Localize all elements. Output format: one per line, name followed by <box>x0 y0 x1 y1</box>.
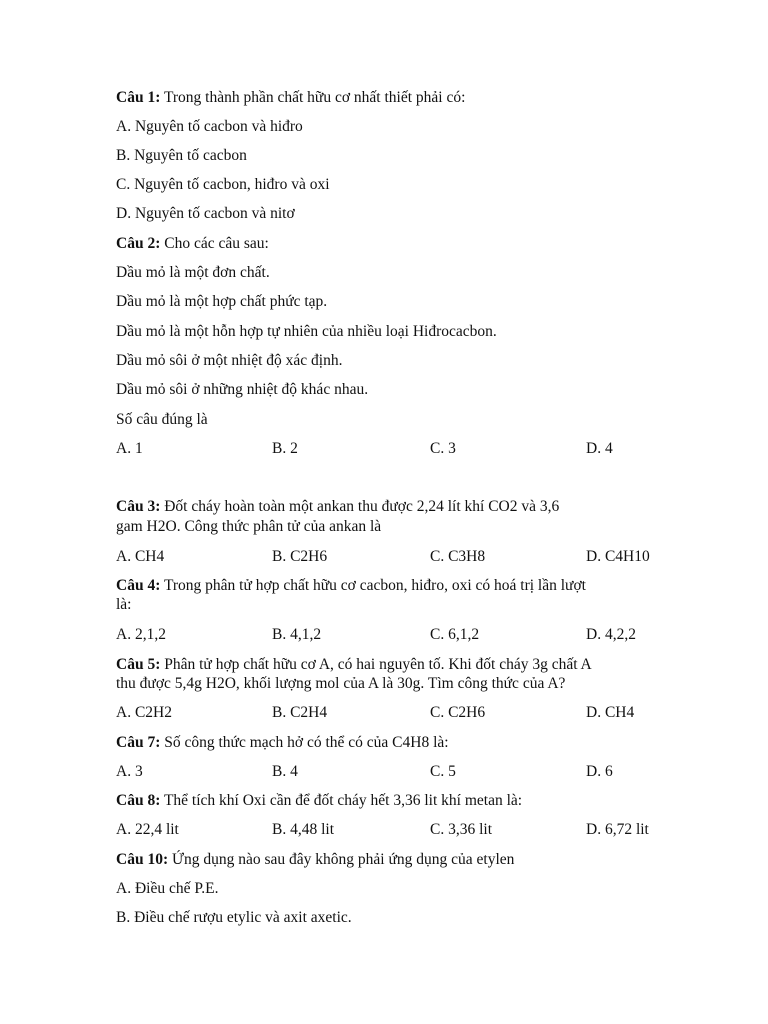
q8-option-b: B. 4,48 lit <box>272 821 335 838</box>
q8-options <box>116 821 676 839</box>
q2-options <box>116 440 676 458</box>
question-label: Câu 1: <box>116 89 161 106</box>
question-3-continued: gam H2O. Công thức phân tử của ankan là <box>116 518 382 535</box>
question-text: Phân tử hợp chất hữu cơ A, có hai nguyên tố. Khi đốt cháy 3g chất A <box>160 656 592 673</box>
q1-option-b: B. Nguyên tố cacbon <box>116 147 247 164</box>
q8-option-a: A. 22,4 lit <box>116 821 179 838</box>
q2-option-d: D. 4 <box>586 440 613 457</box>
q10-option-b: B. Điều chế rượu etylic và axit axetic. <box>116 909 352 926</box>
q2-option-b: B. 2 <box>272 440 298 457</box>
q3-option-c: C. C3H8 <box>430 548 486 565</box>
question-label: Câu 10: <box>116 851 169 868</box>
q7-option-b: B. 4 <box>272 763 298 780</box>
q5-option-a: A. C2H2 <box>116 704 172 721</box>
question-8 <box>116 792 522 810</box>
q10-option-a: A. Điều chế P.E. <box>116 880 219 897</box>
q5-option-c: C. C2H6 <box>430 704 486 721</box>
question-text: Số công thức mạch hở có thể có của C4H8 là: <box>160 734 449 751</box>
q4-option-c: C. 6,1,2 <box>430 626 480 643</box>
q4-option-a: A. 2,1,2 <box>116 626 166 643</box>
q2-option-c: C. 3 <box>430 440 456 457</box>
question-5 <box>116 656 592 674</box>
question-4-continued: là: <box>116 596 132 613</box>
q1-option-d: D. Nguyên tố cacbon và nitơ <box>116 205 295 222</box>
question-label: Câu 4: <box>116 577 161 594</box>
question-text: Cho các câu sau: <box>160 235 269 252</box>
q4-option-d: D. 4,2,2 <box>586 626 636 643</box>
question-4 <box>116 577 586 595</box>
q2-prompt: Số câu đúng là <box>116 411 208 428</box>
question-5-continued: thu được 5,4g H2O, khối lượng mol của A là 30g. Tìm công thức của A? <box>116 675 566 692</box>
q3-option-d: D. C4H10 <box>586 548 650 565</box>
question-2 <box>116 235 269 253</box>
q5-option-b: B. C2H4 <box>272 704 328 721</box>
q3-options <box>116 548 676 566</box>
q3-option-b: B. C2H6 <box>272 548 328 565</box>
q3-option-a: A. CH4 <box>116 548 165 565</box>
q4-option-b: B. 4,1,2 <box>272 626 322 643</box>
q2-statement-5: Dầu mỏ sôi ở những nhiệt độ khác nhau. <box>116 381 369 398</box>
q7-option-a: A. 3 <box>116 763 143 780</box>
q8-option-d: D. 6,72 lit <box>586 821 649 838</box>
q5-options <box>116 704 676 722</box>
q5-option-d: D. CH4 <box>586 704 635 721</box>
q2-statement-3: Dầu mỏ là một hỗn hợp tự nhiên của nhiều loại Hiđrocacbon. <box>116 323 497 340</box>
question-label: Câu 3: <box>116 498 161 515</box>
question-label: Câu 7: <box>116 734 161 751</box>
q1-option-c: C. Nguyên tố cacbon, hiđro và oxi <box>116 176 330 193</box>
q7-option-c: C. 5 <box>430 763 456 780</box>
q2-statement-4: Dầu mỏ sôi ở một nhiệt độ xác định. <box>116 352 343 369</box>
question-text: Trong phân tử hợp chất hữu cơ cacbon, hiđro, oxi có hoá trị lần lượt <box>160 577 586 594</box>
question-1 <box>116 89 465 107</box>
q4-options <box>116 626 676 644</box>
question-10 <box>116 851 514 869</box>
q2-statement-1: Dầu mỏ là một đơn chất. <box>116 264 270 281</box>
question-text: Thể tích khí Oxi cần để đốt cháy hết 3,36 lit khí metan là: <box>160 792 523 809</box>
q7-options <box>116 763 676 781</box>
q2-option-a: A. 1 <box>116 440 143 457</box>
question-text: Đốt cháy hoàn toàn một ankan thu được 2,24 lít khí CO2 và 3,6 <box>160 498 560 515</box>
question-label: Câu 8: <box>116 792 161 809</box>
question-3 <box>116 498 559 516</box>
q8-option-c: C. 3,36 lit <box>430 821 493 838</box>
q2-statement-2: Dầu mỏ là một hợp chất phức tạp. <box>116 293 328 310</box>
question-label: Câu 5: <box>116 656 161 673</box>
question-text: Ứng dụng nào sau đây không phải ứng dụng của etylen <box>168 851 515 868</box>
question-label: Câu 2: <box>116 235 161 252</box>
question-text: Trong thành phần chất hữu cơ nhất thiết phải có: <box>160 89 466 106</box>
q1-option-a: A. Nguyên tố cacbon và hiđro <box>116 118 303 135</box>
question-7 <box>116 734 449 752</box>
q7-option-d: D. 6 <box>586 763 613 780</box>
